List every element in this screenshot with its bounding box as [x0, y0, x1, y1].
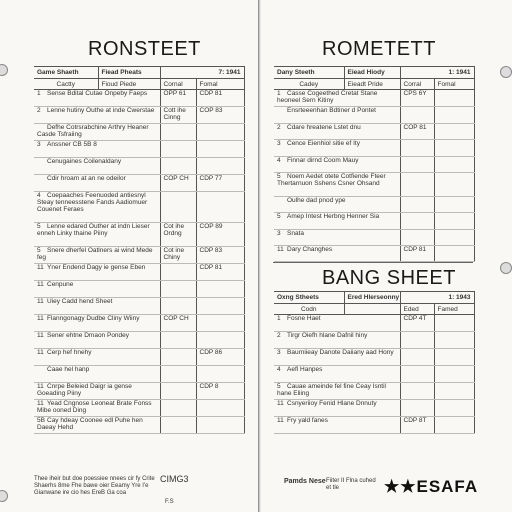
row-formal-cell: [434, 349, 474, 366]
row-correct-cell: COP 81: [400, 124, 434, 140]
row-number: 5: [277, 173, 281, 180]
row-formal-cell: [434, 383, 474, 400]
table-row: [34, 141, 244, 158]
row-formal-cell: [196, 417, 244, 434]
row-description: [34, 281, 160, 298]
row-formal-cell: CDP 81: [196, 90, 244, 107]
row-number: 3: [277, 140, 281, 147]
row-formal-cell: CDP 86: [196, 349, 244, 366]
row-correct-cell: [160, 281, 196, 298]
table-row: [34, 107, 244, 124]
row-description: [34, 124, 160, 141]
row-number: 3: [277, 349, 281, 356]
table-row: [274, 90, 474, 107]
row-correct-cell: [160, 417, 196, 434]
row-text: Yner Endend Dagy ie gense Eben: [47, 264, 146, 271]
row-text: Tirgr Oiefh hlane Dafnil hiny: [287, 332, 368, 339]
row-description: [274, 173, 400, 197]
row-description: [34, 349, 160, 366]
row-formal-cell: [434, 332, 474, 349]
row-text: Baurniieay Danote Daiiany aad Hony: [287, 349, 394, 356]
table-row: [274, 157, 474, 173]
row-description: [34, 383, 160, 400]
table-row: [274, 246, 474, 262]
row-number: 11: [37, 332, 44, 339]
row-text: Defhe Cotrsrabchine Arthry Heaner Casde Tsfraiing: [37, 124, 149, 138]
row-formal-cell: [196, 141, 244, 158]
row-description: [34, 298, 160, 315]
row-description: [274, 124, 400, 140]
row-correct-cell: [160, 192, 196, 223]
table-row: [34, 400, 244, 417]
row-number: 2: [277, 332, 281, 339]
column-header: Fomal: [196, 79, 244, 90]
row-description: [34, 141, 160, 158]
table-row: [34, 90, 244, 107]
bang-footer-note: Fiiter II Flna cuhed et tle: [326, 478, 376, 491]
row-description: [34, 223, 160, 247]
row-text: Cenugaines Coilenaldany: [47, 158, 122, 165]
row-correct-cell: COP CH: [160, 315, 196, 332]
header-cell: Oxng Stheets: [274, 292, 344, 304]
row-correct-cell: [160, 366, 196, 383]
row-number: 11: [37, 383, 44, 390]
row-correct-cell: [400, 107, 434, 124]
row-text: Anssner CB 5B 8: [47, 141, 97, 148]
row-correct-cell: Cott ihe Cinng: [160, 107, 196, 124]
row-description: [274, 157, 400, 173]
row-description: [34, 315, 160, 332]
row-formal-cell: [196, 281, 244, 298]
row-description: [34, 90, 160, 107]
row-text: Csnyeriioy Fenid Hlane Dnnuty: [287, 400, 377, 407]
row-text: Lenne hutiny Outhe at inde Cwerstae: [47, 107, 155, 114]
row-number: 11: [37, 315, 44, 322]
row-formal-cell: [434, 400, 474, 417]
row-formal-cell: [196, 192, 244, 223]
row-correct-cell: CDP 81: [400, 246, 434, 262]
row-correct-cell: [160, 158, 196, 175]
row-number: 4: [37, 192, 41, 199]
table-row: [34, 281, 244, 298]
table-row: [274, 140, 474, 157]
row-formal-cell: [434, 157, 474, 173]
row-text: Fosne Haet: [287, 315, 321, 322]
table-row: [34, 124, 244, 141]
table-row: [274, 213, 474, 230]
row-correct-cell: [400, 173, 434, 197]
row-text: Cerp hef hnehy: [47, 349, 92, 356]
row-formal-cell: [196, 366, 244, 383]
row-number: 5: [37, 247, 41, 254]
row-number: 11: [37, 281, 44, 288]
row-text: Snere dherfel Oatlners ai wind Mede feg: [37, 247, 153, 261]
row-description: [34, 192, 160, 223]
row-description: [274, 213, 400, 230]
row-number: 3: [277, 230, 281, 237]
row-description: [274, 140, 400, 157]
table-row: [274, 124, 474, 140]
table-row: [274, 107, 474, 124]
row-formal-cell: [434, 230, 474, 246]
row-number: 4: [277, 366, 281, 373]
row-correct-cell: [160, 400, 196, 417]
table-row: [274, 349, 474, 366]
row-number: 11: [277, 400, 284, 407]
row-description: [34, 366, 160, 383]
row-correct-cell: [160, 298, 196, 315]
row-correct-cell: [400, 383, 434, 400]
row-text: Sener ehtne Dmaon Pondey: [47, 332, 130, 339]
header-cell: 1: 1941: [400, 67, 474, 79]
row-description: [34, 417, 160, 434]
left-sheet-table: [34, 66, 245, 434]
table-row: [274, 197, 474, 213]
row-text: Cdare hreatene Lstet dnu: [287, 124, 361, 131]
row-formal-cell: COP 89: [196, 223, 244, 247]
row-formal-cell: CDP 8: [196, 383, 244, 400]
row-formal-cell: [196, 158, 244, 175]
row-number: 2: [277, 124, 281, 131]
row-formal-cell: [196, 332, 244, 349]
column-header: Famed: [434, 304, 474, 315]
row-text: Yead Cngnose Leoneat Brate Fonss Mibe ooned Ding: [37, 400, 152, 414]
row-correct-cell: [400, 230, 434, 246]
header-cell: 1: 1943: [400, 292, 474, 304]
bang-divider: [273, 262, 473, 264]
row-number: 4: [277, 157, 281, 164]
row-text: Aefl Hanpes: [287, 366, 323, 373]
row-correct-cell: Cot ine Chiny: [160, 247, 196, 264]
table-row: [34, 383, 244, 400]
row-number: 11: [277, 246, 284, 253]
row-number: 1: [277, 315, 281, 322]
table-row: [34, 192, 244, 223]
row-text: Coepaaches Feenuoded antiesnyl Steay tenneesstene Fands Aadiomuer Couenet Feraes: [37, 192, 148, 213]
header-cell: Fiead Pheats: [98, 67, 160, 79]
row-description: [34, 332, 160, 349]
row-text: Amep Intest Herbng Henner Sia: [287, 213, 380, 220]
row-number: 5: [277, 213, 281, 220]
row-text: Cenpune: [47, 281, 74, 288]
table-row: [34, 247, 244, 264]
row-description: [274, 417, 400, 434]
row-formal-cell: [434, 197, 474, 213]
row-text: Caae hel hanp: [47, 366, 90, 373]
row-number: 2: [37, 107, 41, 114]
column-header: Eieadt Pride: [344, 79, 400, 90]
row-number: 1: [277, 90, 281, 97]
row-correct-cell: [400, 332, 434, 349]
row-correct-cell: [160, 264, 196, 281]
row-correct-cell: [400, 213, 434, 230]
row-description: [34, 247, 160, 264]
row-correct-cell: [400, 349, 434, 366]
row-formal-cell: [434, 366, 474, 383]
table-row: [34, 417, 244, 434]
row-formal-cell: CDP 77: [196, 175, 244, 192]
row-description: [274, 107, 400, 124]
row-number: 11: [37, 264, 44, 271]
row-correct-cell: [400, 400, 434, 417]
table-row: [274, 400, 474, 417]
row-formal-cell: [434, 90, 474, 107]
row-formal-cell: [434, 417, 474, 434]
row-formal-cell: [196, 400, 244, 417]
row-correct-cell: CPS 6Y: [400, 90, 434, 107]
row-correct-cell: OPP 61: [160, 90, 196, 107]
footer-note: Thee iheir but doe poessiee nnees cir fy Crite Shaerhs 8me Fhe bawe oier Eeamy Yre I'e Gianwane ire cio hes EreB Ga coa: [34, 476, 155, 496]
row-description: [274, 246, 400, 262]
row-description: [274, 332, 400, 349]
row-text: Cdir hroam at an ne odeilor: [47, 175, 126, 182]
table-row: [34, 366, 244, 383]
table-row: [274, 417, 474, 434]
column-header: Codn: [274, 304, 344, 315]
row-number: 5B: [37, 417, 45, 424]
row-text: Cence Eienhiol sitie ef Ity: [287, 140, 360, 147]
column-header: Cactty: [34, 79, 98, 90]
table-row: [274, 332, 474, 349]
row-number: 11: [37, 298, 44, 305]
row-correct-cell: [160, 383, 196, 400]
row-description: [34, 264, 160, 281]
row-formal-cell: [196, 298, 244, 315]
row-formal-cell: [196, 124, 244, 141]
row-description: [274, 349, 400, 366]
row-correct-cell: CDP 8T: [400, 417, 434, 434]
row-correct-cell: [400, 366, 434, 383]
row-text: Dary Changhes: [287, 246, 333, 253]
row-text: Fry yald fanes: [287, 417, 328, 424]
bang-footer-label: Pamds Nese: [284, 478, 326, 485]
row-text: Lenne edared Outher at indn Lieser enneh Linky thaine Piiny: [37, 223, 150, 237]
row-description: [274, 230, 400, 246]
column-header: [344, 304, 400, 315]
table-row: [34, 158, 244, 175]
row-text: Cnrpe Beleied Daigr ia gense Goeading Piiny: [37, 383, 132, 397]
column-header: Cornal: [160, 79, 196, 90]
row-number: 1: [37, 90, 41, 97]
row-correct-cell: [400, 140, 434, 157]
row-correct-cell: [160, 141, 196, 158]
footer-code: CIMG3: [160, 474, 189, 484]
row-text: Casse Cogeethed Cretat Stane heoneel Sern Kitiny: [277, 90, 378, 104]
row-formal-cell: [434, 315, 474, 332]
table-row: [34, 175, 244, 192]
row-formal-cell: [434, 107, 474, 124]
row-description: [274, 366, 400, 383]
row-correct-cell: Cot ihe Ordng: [160, 223, 196, 247]
bang-sheet-table: [274, 291, 475, 434]
row-formal-cell: [434, 213, 474, 230]
row-description: [274, 400, 400, 417]
row-description: [34, 158, 160, 175]
row-description: [274, 315, 400, 332]
header-cell: Eiead Hiody: [344, 67, 400, 79]
right-title: ROMETETT: [322, 38, 436, 60]
row-description: [34, 107, 160, 124]
bang-title: BANG SHEET: [322, 267, 456, 289]
row-number: 11: [37, 400, 44, 407]
footer-sub: F.S: [165, 499, 174, 505]
row-correct-cell: [160, 332, 196, 349]
table-row: [274, 230, 474, 246]
row-formal-cell: [434, 173, 474, 197]
row-text: Noem Aedet otete Cotfiende Fteer Thertarnuon Sshens Csner Ohsand: [277, 173, 386, 187]
page-fold: [258, 0, 261, 512]
row-description: [274, 383, 400, 400]
row-formal-cell: CDP 81: [196, 264, 244, 281]
row-description: [34, 175, 160, 192]
column-header: Corral: [400, 79, 434, 90]
header-cell: Ered Hlerseonny: [344, 292, 400, 304]
row-formal-cell: [434, 124, 474, 140]
row-text: Flanngonagy Dudbe Cliny Wiiny: [47, 315, 140, 322]
left-title: RONSTEET: [88, 38, 201, 60]
row-description: [34, 400, 160, 417]
row-text: Ensrteeenhan Bdtiner d Pontet: [287, 107, 376, 114]
row-text: Uiey Cadd hend Sheet: [47, 298, 113, 305]
row-number: 3: [37, 141, 41, 148]
binder-hole: [500, 66, 512, 78]
row-correct-cell: [160, 124, 196, 141]
row-description: [274, 197, 400, 213]
row-correct-cell: CDP 4T: [400, 315, 434, 332]
header-cell: 7: 1941: [160, 67, 244, 79]
column-header: Eded: [400, 304, 434, 315]
right-sheet-table: [274, 66, 475, 262]
table-row: [274, 173, 474, 197]
row-correct-cell: [160, 349, 196, 366]
row-number: 11: [37, 349, 44, 356]
row-formal-cell: [196, 315, 244, 332]
binder-hole: [500, 262, 512, 274]
row-text: Cay hdeay Coonee edl Puhe hen Daeay Hehd: [37, 417, 143, 431]
stamp: ★★ESAFA: [384, 477, 479, 496]
table-row: [34, 264, 244, 281]
column-header: Cadey: [274, 79, 344, 90]
row-text: Snata: [287, 230, 304, 237]
header-cell: Game Shaeth: [34, 67, 98, 79]
row-correct-cell: [400, 157, 434, 173]
table-row: [34, 223, 244, 247]
row-text: Cauae ameinde fel fine Ceay Isntil hane Eliing: [277, 383, 387, 397]
row-number: 11: [277, 417, 284, 424]
header-cell: Dany Steeth: [274, 67, 344, 79]
row-description: [274, 90, 400, 107]
table-row: [274, 315, 474, 332]
row-text: Finnar dirnd Coom Mauy: [287, 157, 359, 164]
table-row: [274, 383, 474, 400]
row-correct-cell: COP CH: [160, 175, 196, 192]
row-text: Sense Bdital Cutae Onpeby Faeps: [47, 90, 148, 97]
row-correct-cell: [400, 197, 434, 213]
column-header: Fioud Piede: [98, 79, 160, 90]
table-row: [34, 349, 244, 366]
column-header: Fomal: [434, 79, 474, 90]
table-row: [34, 332, 244, 349]
row-number: 5: [277, 383, 281, 390]
row-text: Oulhe dad pnod ype: [287, 197, 346, 204]
row-number: 5: [37, 223, 41, 230]
table-row: [274, 366, 474, 383]
row-formal-cell: CDP 83: [196, 247, 244, 264]
row-formal-cell: COP 83: [196, 107, 244, 124]
table-row: [34, 315, 244, 332]
row-formal-cell: [434, 140, 474, 157]
row-formal-cell: [434, 246, 474, 262]
table-row: [34, 298, 244, 315]
